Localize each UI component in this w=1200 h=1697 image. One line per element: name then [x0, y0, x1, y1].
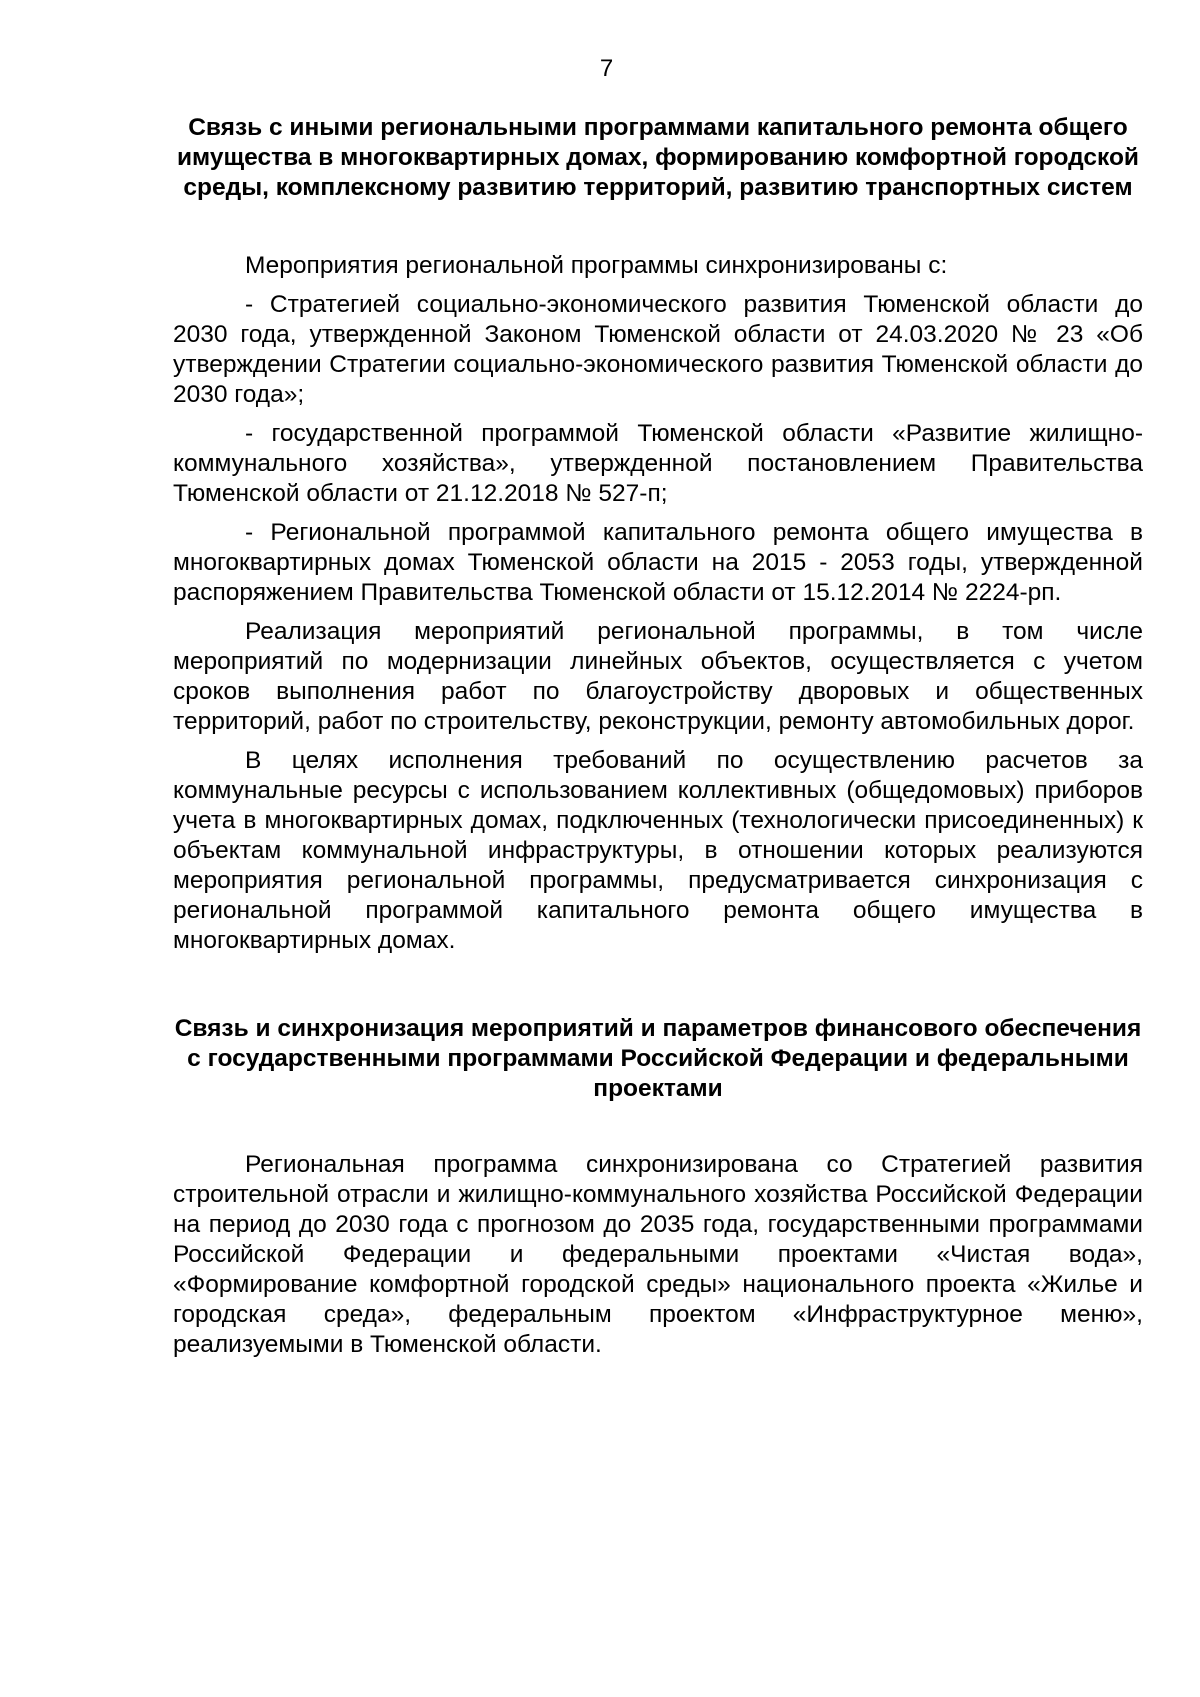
section-heading-federal-sync: Связь и синхронизация мероприятий и параметров финансового обеспечения с государственными программами Российской Федерации и федеральными проектами [174, 1015, 1142, 1102]
paragraph-metering: В целях исполнения требований по осуществлению расчетов за коммунальные ресурсы с использованием коллективных (общедомовых) приборов учета в многоквартирных домах, подключенных (технологически присоединенных) к объектам коммунальной инфраструктуры, в отношении которых реализуются мероприятия региональной программы, предусматривается синхронизация с региональной программой капитального ремонта общего имущества в многоквартирных домах. [173, 747, 1143, 954]
intro-paragraph: Мероприятия региональной программы синхронизированы с: [245, 252, 948, 279]
page-number: 7 [599, 55, 614, 82]
paragraph-federal-sync: Региональная программа синхронизирована со Стратегией развития строительной отрасли и жилищно-коммунального хозяйства Российской Федерации на период до 2030 года с прогнозом до 2035 года, государственными программами Российской Федерации и федеральными проектами «Чистая вода», «Формирование комфортной городской среды» национального проекта «Жилье и городская среда», федеральным проектом «Инфраструктурное меню», реализуемыми в Тюменской области. [173, 1151, 1143, 1358]
list-item-capital-repair: - Региональной программой капитального ремонта общего имущества в многоквартирных домах Тюменской области на 2015 - 2053 годы, утвержденной распоряжением Правительства Тюменской области от 15.12.2014 № 2224-рп. [173, 519, 1143, 606]
document-body [173, 113, 1143, 1369]
list-item-strategy: - Стратегией социально-экономического развития Тюменской области до 2030 года, утвержденной Законом Тюменской области от 24.03.2020 № 23 «Об утверждении Стратегии социально-экономического развития Тюменской области до 2030 года»; [173, 291, 1143, 408]
section-heading-regional-programs: Связь с иными региональными программами капитального ремонта общего имущества в многоквартирных домах, формированию комфортной городской среды, комплексному развитию территорий, развитию транспортных систем [177, 114, 1139, 201]
paragraph-realization: Реализация мероприятий региональной программы, в том числе мероприятий по модернизации линейных объектов, осуществляется с учетом сроков выполнения работ по благоустройству дворовых и общественных территорий, работ по строительству, реконструкции, ремонту автомобильных дорог. [173, 618, 1143, 735]
list-item-state-program: - государственной программой Тюменской области «Развитие жилищно-коммунального хозяйства», утвержденной постановлением Правительства Тюменской области от 21.12.2018 № 527-п; [173, 420, 1143, 507]
